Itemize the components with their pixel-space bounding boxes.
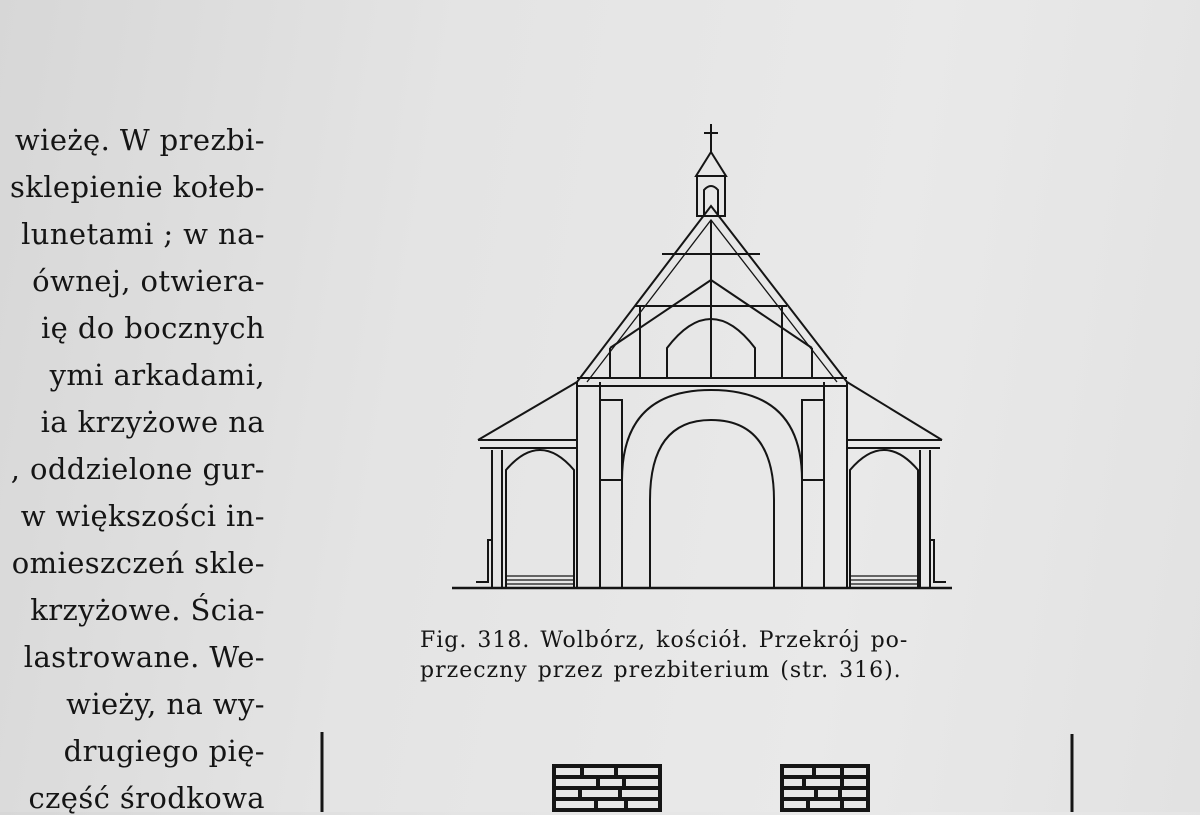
text-line: drugiego pię- [63, 734, 265, 768]
next-figure-partial [300, 720, 1100, 812]
text-line: omieszczeń skle- [11, 546, 265, 580]
cross-section-drawing [450, 120, 960, 600]
caption-line-1: Fig. 318. Wolbórz, kościół. Przekrój po- [420, 628, 909, 653]
church-cross-section-figure [450, 120, 960, 600]
text-line: ymi arkadami, [49, 358, 265, 392]
text-line: wieży, na wy- [66, 687, 265, 721]
text-line: ia krzyżowe na [40, 405, 265, 439]
text-line: krzyżowe. Ścia- [30, 593, 265, 627]
text-line: lunetami ; w na- [21, 217, 265, 251]
text-line: ię do bocznych [40, 311, 265, 345]
text-line: lastrowane. We- [23, 640, 265, 674]
text-line: , oddzielone gur- [10, 452, 265, 486]
figure-caption [420, 626, 1000, 686]
caption-line-2: przeczny przez prezbiterium (str. 316). [420, 658, 902, 683]
text-line: wieżę. W prezbi- [14, 123, 265, 157]
masonry-drawing [300, 720, 1100, 812]
text-line: w większości in- [20, 499, 265, 533]
text-line: sklepienie kołeb- [10, 170, 265, 204]
text-line: ównej, otwiera- [32, 264, 265, 298]
text-line: część środkowa [28, 781, 265, 815]
